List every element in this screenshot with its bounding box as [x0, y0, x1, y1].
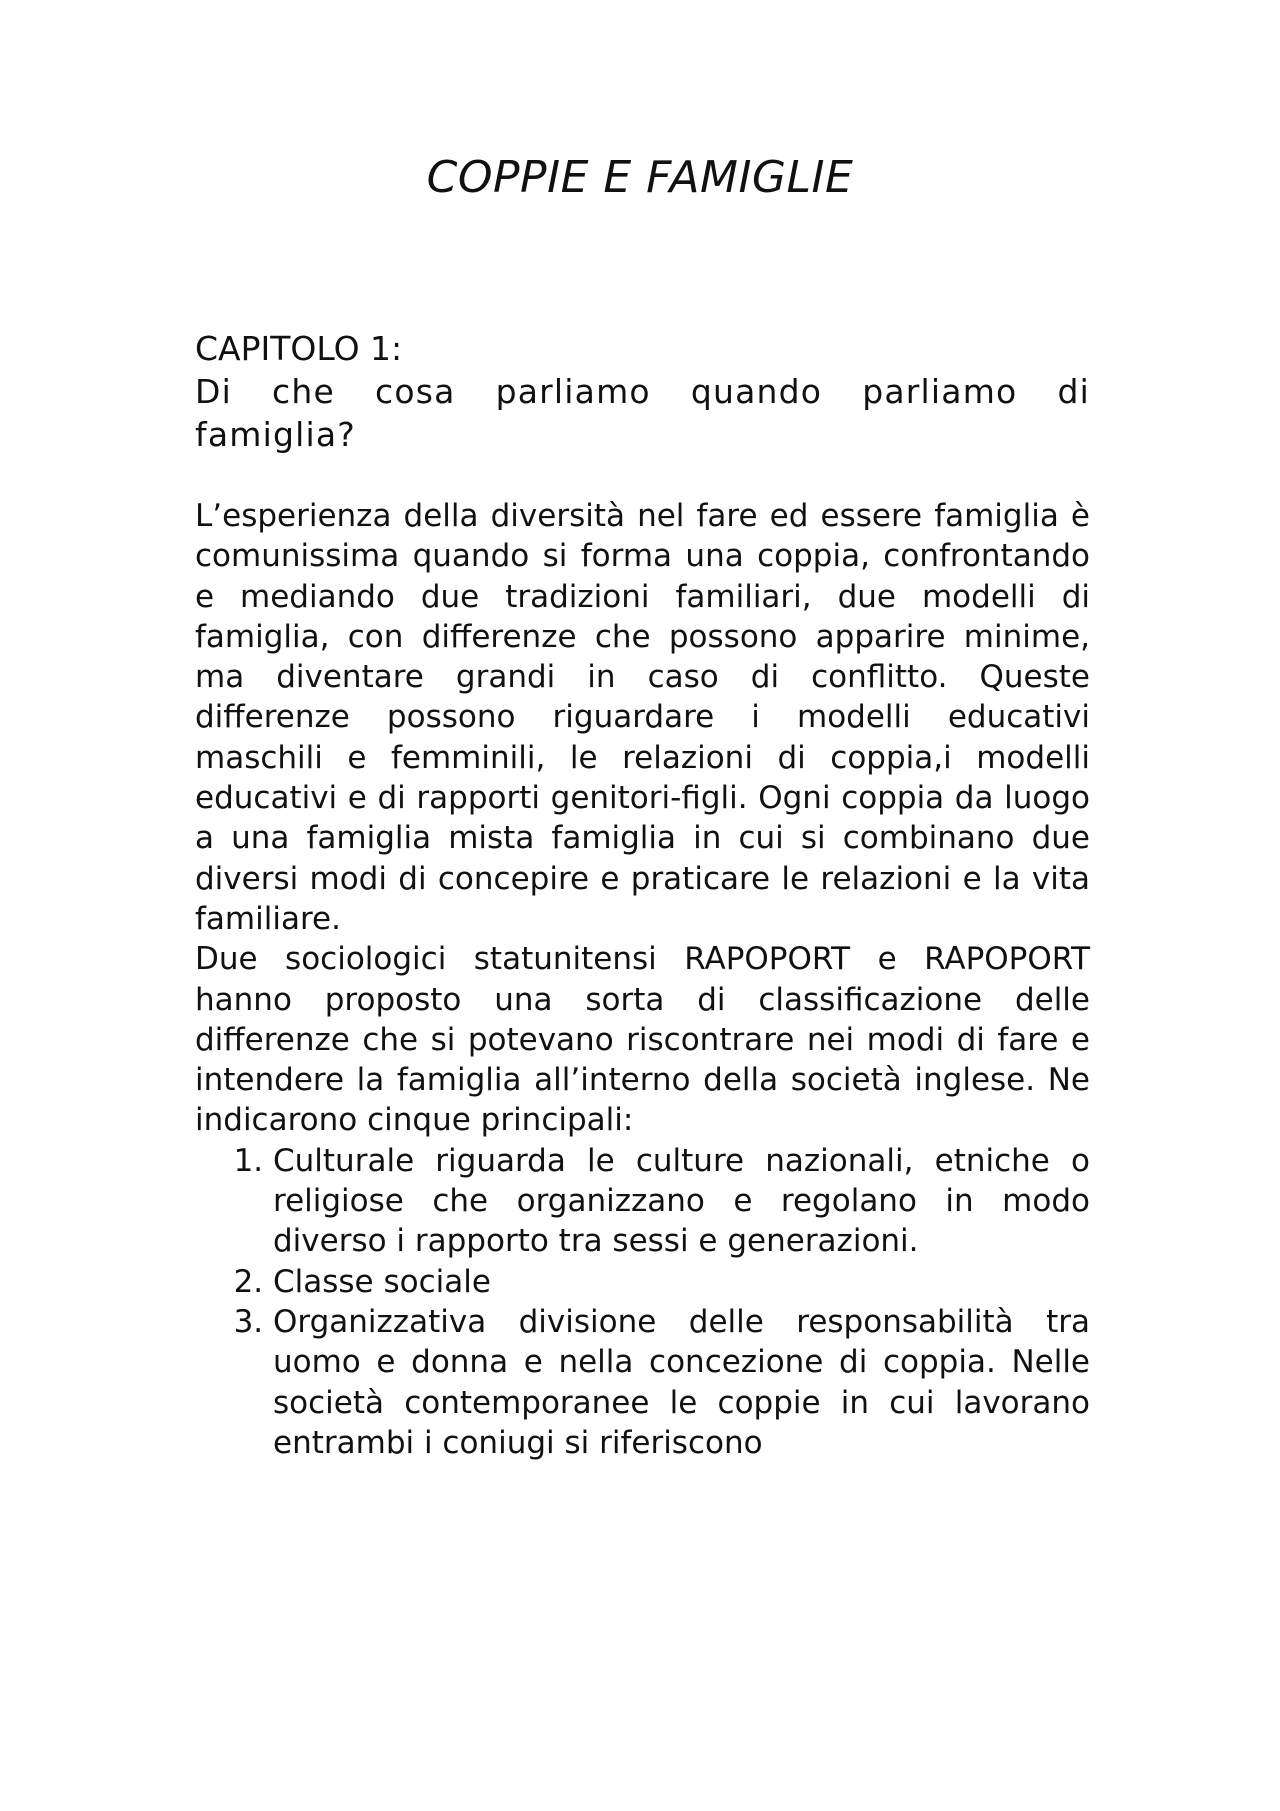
list-item: 2. Classe sociale: [273, 1262, 1090, 1302]
chapter-title: Di che cosa parliamo quando parliamo di famiglia?: [195, 372, 1090, 454]
document-body: [195, 327, 1090, 1463]
document-title: COPPIE E FAMIGLIE: [426, 152, 854, 203]
paragraph-rapoport: Due sociologici statunitensi RAPOPORT e RAPOPORT hanno proposto una sorta di classificazione delle differenze che si potevano riscontrare nei modi di fare e intendere la famiglia all’interno della società inglese. Ne indicarono cinque principali:: [195, 941, 1090, 1139]
paragraph-intro: L’esperienza della diversità nel fare ed essere famiglia è comunissima quando si forma una coppia, confrontando e mediando due tradizioni familiari, due modelli di famiglia, con differenze che possono apparire minime, ma diventare grandi in caso di conflitto. Queste differenze possono riguardare i modelli educativi maschili e femminili, le relazioni di coppia,i modelli educativi e di rapporti genitori-figli. Ogni coppia da luogo a una famiglia mista famiglia in cui si combinano due diversi modi di concepire e praticare le relazioni e la vita familiare.: [195, 498, 1090, 937]
differences-list: [195, 1141, 1090, 1463]
list-item: 3. Organizzativa divisione delle responsabilità tra uomo e donna e nella concezione di coppia. Nelle società contemporanee le coppie in cui lavorano entrambi i coniugi si riferiscono: [273, 1302, 1090, 1463]
list-item: 1. Culturale riguarda le culture nazionali, etniche o religiose che organizzano e regolano in modo diverso i rapporto tra sessi e generazioni.: [273, 1141, 1090, 1262]
section-spacer: [195, 456, 1090, 496]
chapter-number: CAPITOLO 1:: [195, 329, 403, 368]
